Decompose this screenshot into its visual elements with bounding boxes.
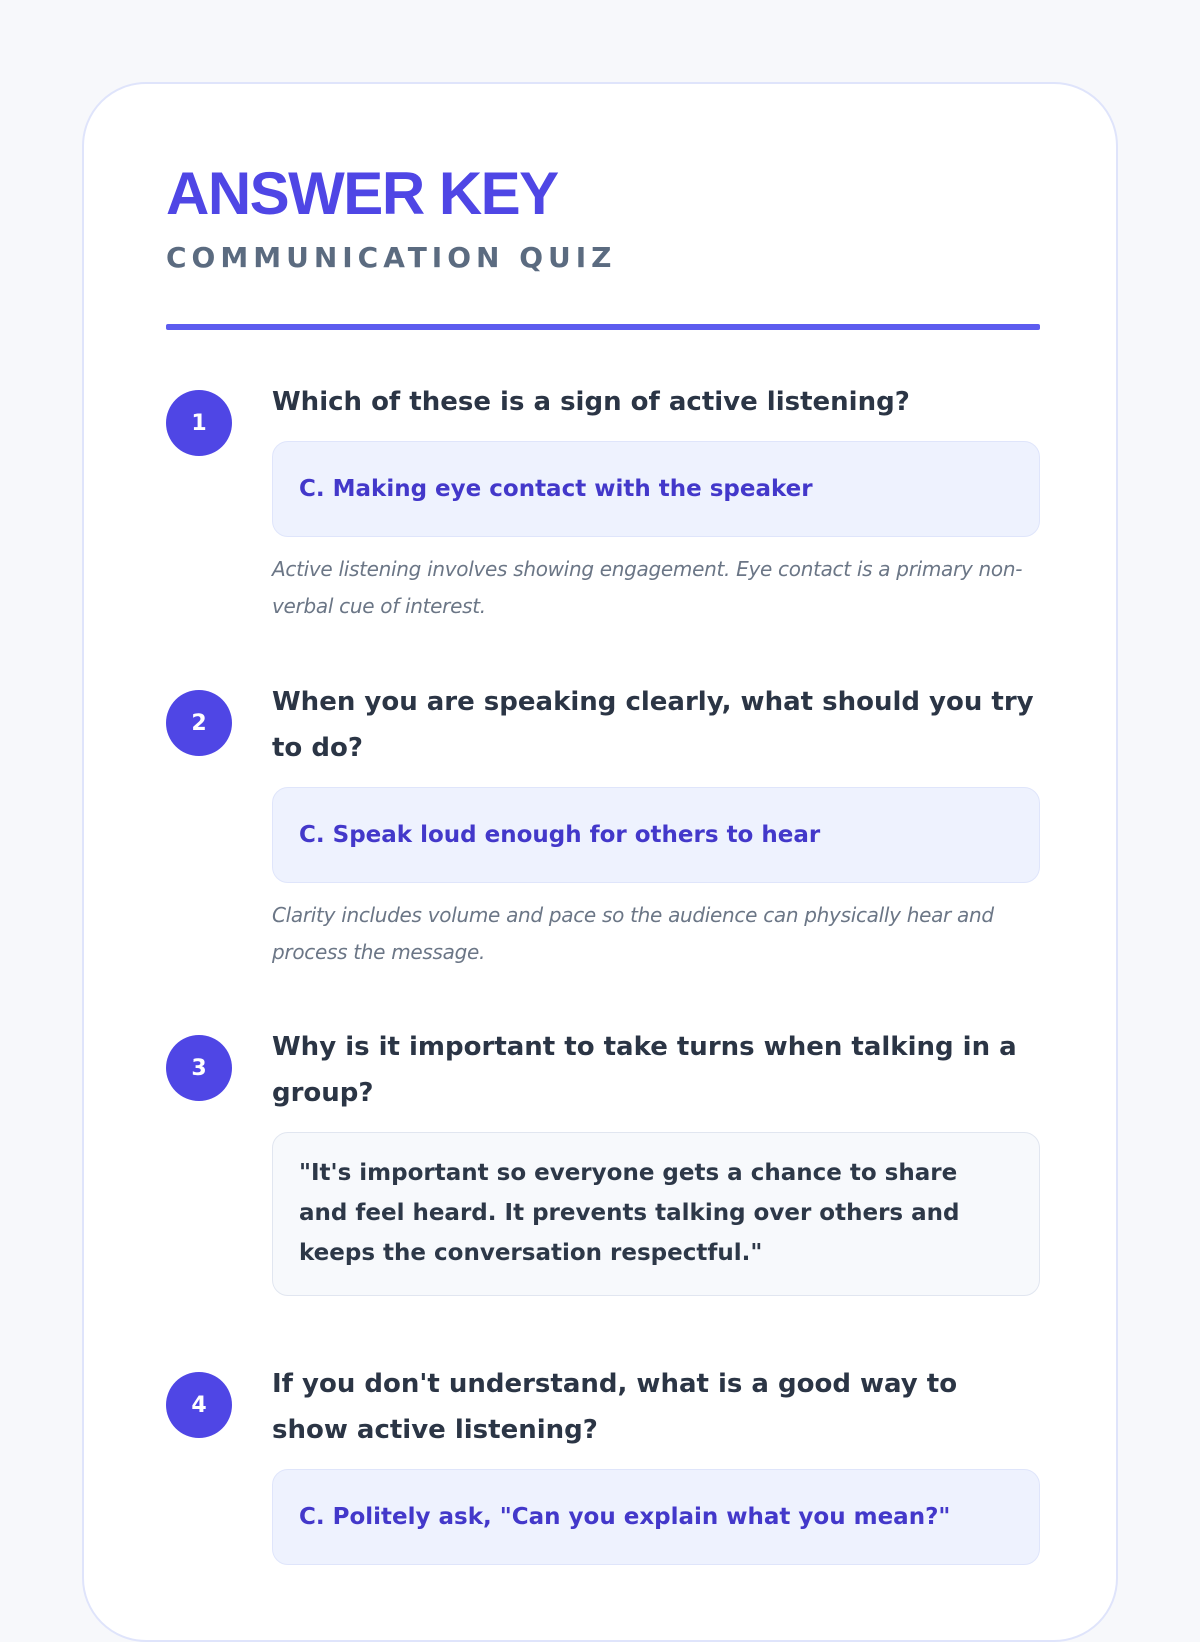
question-body — [272, 1032, 1040, 1296]
question-body — [272, 387, 1040, 625]
header — [166, 160, 1040, 274]
answer-explanation: Active listening involves showing engagement. Eye contact is a primary non-verbal cue of interest. — [272, 557, 1023, 618]
question-text: If you don't understand, what is a good way to show active listening? — [272, 1369, 958, 1445]
header-divider — [166, 324, 1040, 330]
question-text: When you are speaking clearly, what should you try to do? — [272, 687, 1034, 763]
question-number-badge: 3 — [166, 1035, 232, 1101]
question-text: Which of these is a sign of active listening? — [272, 387, 910, 417]
answer-box: C. Speak loud enough for others to hear — [272, 787, 1040, 883]
open-answer-box: "It's important so everyone gets a chance to share and feel heard. It prevents talking over others and keeps the conversation respectful." — [272, 1132, 1040, 1296]
page-title: ANSWER KEY — [166, 160, 558, 227]
answer-box: C. Politely ask, "Can you explain what you mean?" — [272, 1469, 1040, 1565]
answer-box: C. Making eye contact with the speaker — [272, 441, 1040, 537]
question-text: Why is it important to take turns when talking in a group? — [272, 1032, 1017, 1108]
answer-explanation: Clarity includes volume and pace so the audience can physically hear and process the message. — [272, 903, 994, 964]
answer-key-card — [82, 82, 1118, 1642]
page-subtitle: COMMUNICATION QUIZ — [166, 241, 617, 274]
question-body — [272, 1369, 1040, 1565]
question-number-badge: 1 — [166, 390, 232, 456]
question-body — [272, 687, 1040, 971]
question-number-badge: 4 — [166, 1372, 232, 1438]
question-number-badge: 2 — [166, 690, 232, 756]
